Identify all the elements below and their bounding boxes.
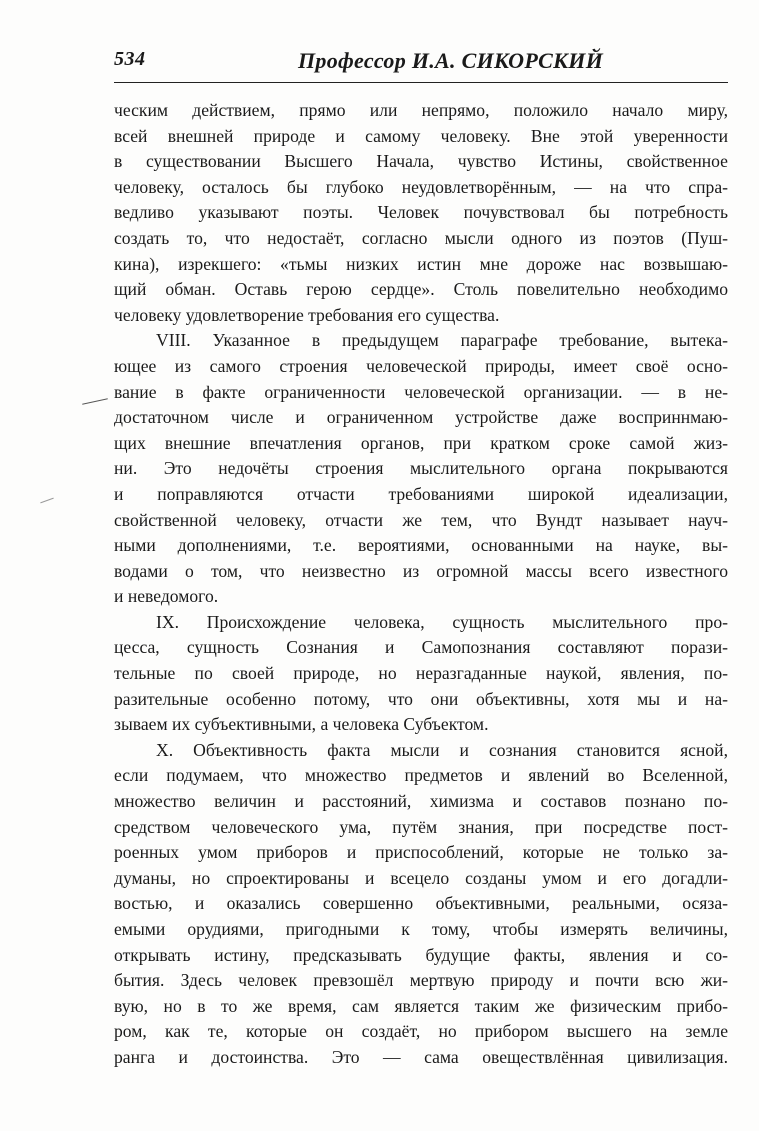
- text-line: бытия. Здесь человек превзошёл мертвую природу и почти всю жи-: [114, 970, 728, 991]
- text-line: кина), изрекшего: «тьмы низких истин мне дороже нас возвышаю-: [114, 253, 728, 274]
- text-line: человеку, осталось бы глубоко неудовлетворённым, — на что спра-: [114, 176, 728, 197]
- text-line: ром, как те, которые он создаёт, но прибором высшего на земле: [114, 1021, 728, 1042]
- header-rule: [114, 82, 728, 83]
- paragraph-x: [114, 738, 728, 1071]
- text-line: щих внешние впечатления органов, при кратком сроке самой жиз-: [114, 432, 728, 453]
- text-line: востью, и оказались совершенно объективными, реальными, осяза-: [114, 893, 728, 914]
- text-line: разительные особенно потому, что они объективны, хотя мы и на-: [114, 688, 728, 709]
- text-line: множество величин и расстояний, химизма и составов познано по-: [114, 791, 728, 812]
- text-line: человеку удовлетворение требования его существа.: [114, 304, 500, 325]
- text-line: IX. Происхождение человека, сущность мыслительного про-: [156, 611, 728, 632]
- page-body: [114, 98, 728, 1071]
- text-line: всей внешней природе и самому человеку. Вне этой уверенности: [114, 125, 728, 146]
- paragraph-ix: [114, 610, 728, 738]
- paragraph: [114, 98, 728, 328]
- text-line: емыми орудиями, пригодными к тому, чтобы измерять величины,: [114, 919, 728, 939]
- text-line: водами о том, что неизвестно из огромной массы всего известного: [114, 560, 728, 581]
- text-line: ранга и достоинства. Это — сама овеществлённая цивилизация.: [114, 1046, 728, 1067]
- text-line: ни. Это недочёты строения мыслительного органа покрываются: [114, 458, 728, 479]
- margin-pencil-mark: [40, 498, 53, 504]
- text-line: VIII. Указанное в предыдущем параграфе требование, вытека-: [156, 330, 728, 351]
- text-line: щий обман. Оставь герою сердце». Столь повелительно необходимо: [114, 279, 728, 300]
- text-line: достаточном числе и ограниченном устройстве даже восприннмаю-: [114, 407, 728, 428]
- page-header: [114, 48, 728, 78]
- paragraph-viii: [114, 328, 728, 610]
- text-line: ющее из самого строения человеческой природы, имеет своё осно-: [114, 355, 728, 376]
- text-line: средством человеческого ума, путём знания, при посредстве пост-: [114, 816, 728, 837]
- text-line: ными дополнениями, т.е. вероятиями, основанными на науке, вы-: [114, 535, 728, 556]
- text-line: в существовании Высшего Начала, чувство Истины, свойственное: [114, 151, 728, 172]
- text-line: зываем их субъективными, а человека Субъектом.: [114, 714, 489, 735]
- text-line: вую, но в то же время, сам является таким же физическим прибо-: [114, 995, 728, 1016]
- text-line: думаны, но спроектированы и всецело созданы умом и его догадли-: [114, 867, 728, 888]
- text-line: вание в факте ограниченности человеческой организации. — в не-: [114, 381, 728, 402]
- text-line: открывать истину, предсказывать будущие факты, явления и со-: [114, 944, 728, 965]
- text-line: цесса, сущность Сознания и Самопознания составляют порази-: [114, 637, 728, 658]
- page-number: 534: [114, 48, 146, 70]
- text-line: тельные по своей природе, но неразгаданные наукой, явления, по-: [114, 663, 728, 684]
- text-line: и неведомого.: [114, 586, 219, 607]
- text-line: свойственной человеку, отчасти же тем, что Вундт называет науч-: [114, 509, 728, 530]
- text-line: ческим действием, прямо или непрямо, положило начало миру,: [114, 100, 728, 120]
- margin-pencil-mark: [82, 398, 108, 404]
- text-line: ведливо указывают поэты. Человек почувствовал бы потребность: [114, 202, 728, 223]
- text-line: создать то, что недостаёт, согласно мысли одного из поэтов (Пуш-: [114, 227, 728, 248]
- running-title: Профессор И.А. СИКОРСКИЙ: [298, 48, 604, 73]
- text-line: если подумаем, что множество предметов и явлений во Вселенной,: [114, 765, 728, 786]
- text-line: и поправляются отчасти требованиями широкой идеализации,: [114, 483, 728, 504]
- text-line: роенных умом приборов и приспособлений, которые не только за-: [114, 842, 728, 863]
- text-line: X. Объективность факта мысли и сознания становится ясной,: [156, 739, 728, 760]
